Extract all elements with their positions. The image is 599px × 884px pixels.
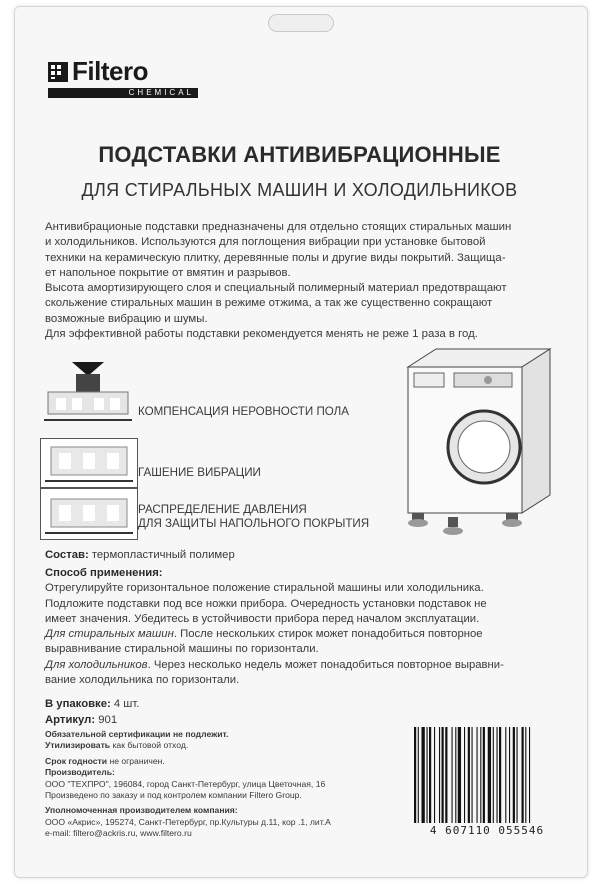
logo-mark-icon xyxy=(48,62,68,82)
feature-label: КОМПЕНСАЦИЯ НЕРОВНОСТИ ПОЛА xyxy=(138,405,350,418)
feature-label xyxy=(138,503,369,531)
package-label: В упаковке: xyxy=(45,698,111,710)
dispose-value: как бытовой отход. xyxy=(110,740,189,751)
usage-washer-lead: Для стиральных машин xyxy=(45,628,174,641)
article-number xyxy=(45,713,555,728)
description-line: Антивибрационые подставки предназначены для отдельно стоящих стиральных машин xyxy=(45,221,512,233)
washing-machine-icon xyxy=(396,345,556,545)
authorized-label: Уполномоченная производителем компания: xyxy=(45,805,238,816)
composition xyxy=(45,548,555,563)
usage-line: Подложите подставки под все ножки прибора. Очередность установки подставок не xyxy=(45,597,487,610)
description-line: Для эффективной работы подставки рекомендуется менять не реже 1 раза в год. xyxy=(45,328,478,341)
article-value: 901 xyxy=(95,714,118,726)
washing-machine-illustration xyxy=(396,345,556,545)
hang-hole xyxy=(268,14,334,32)
description-line: ет напольное покрытие от вмятин и разрывов. xyxy=(45,266,291,279)
usage-fridge-text: . Через несколько недель может понадобиться повторное выравни- xyxy=(147,658,504,671)
shelf-life-value: не ограничен. xyxy=(107,755,165,766)
legal-info xyxy=(45,729,345,840)
brand-subtitle: CHEMICAL xyxy=(128,88,194,97)
feature-label: ГАШЕНИЕ ВИБРАЦИИ xyxy=(138,466,261,479)
package-value: 4 шт. xyxy=(110,698,140,710)
manufacturer-note: Произведено по заказу и под контролем компании Filtero Group. xyxy=(45,790,302,801)
usage-line: имеет значения. Убедитесь в устойчивости прибора перед началом эксплуатации. xyxy=(45,612,480,625)
description-line: и холодильников. Используются для поглощения вибрации при установке бытовой xyxy=(45,236,486,249)
description-line: скольжение стиральных машин в режиме отжима, а так же существенно сокращают xyxy=(45,297,493,310)
usage-washer-text: выравнивание стиральной машины по горизонтали. xyxy=(45,643,319,656)
package-count xyxy=(45,697,555,712)
brand-logo xyxy=(48,58,198,102)
brand-subtitle-bar xyxy=(48,88,198,98)
usage-washer-text: . После нескольких стирок может понадобиться повторное xyxy=(173,628,483,641)
usage-fridge-text: вание холодильника по горизонтали. xyxy=(45,674,240,687)
usage-section xyxy=(45,566,555,688)
feature-label-line: РАСПРЕДЕЛЕНИЕ ДАВЛЕНИЯ xyxy=(138,503,307,516)
description-line: Высота амортизирующего слоя и специальный полимерный материал предотвращают xyxy=(45,282,507,295)
pressure-distribution-icon xyxy=(40,488,138,540)
usage-fridge-lead: Для холодильников xyxy=(45,658,148,671)
shelf-life-label: Срок годности xyxy=(45,755,108,766)
manufacturer-label: Производитель: xyxy=(45,767,115,778)
authorized-contacts: e-mail: filtero@ackris.ru, www.filtero.ru xyxy=(45,828,192,839)
usage-heading: Способ применения: xyxy=(45,567,163,579)
description xyxy=(45,220,555,342)
article-label: Артикул: xyxy=(45,714,96,726)
composition-value: термопластичный полимер xyxy=(88,549,235,561)
feature-label-line: ДЛЯ ЗАЩИТЫ НАПОЛЬНОГО ПОКРЫТИЯ xyxy=(138,517,370,530)
barcode-number: 4 607110 055546 xyxy=(429,824,545,837)
composition-label: Состав: xyxy=(45,549,89,561)
barcode-icon xyxy=(412,727,562,823)
description-line: возможные вибрацию и шумы. xyxy=(45,312,208,325)
product-subtitle: ДЛЯ СТИРАЛЬНЫХ МАШИН И ХОЛОДИЛЬНИКОВ xyxy=(81,180,518,200)
leveling-icon xyxy=(40,362,136,422)
brand-name: Filtero xyxy=(72,56,148,86)
manufacturer-address: ООО "ТЕХПРО", 196084, город Санкт-Петербург, улица Цветочная, 16 xyxy=(45,778,326,789)
dispose-label: Утилизировать xyxy=(45,740,111,751)
authorized-address: ООО «Акрис», 195274, Санкт-Петербург, пр.Культуры д.11, кор .1, лит.А xyxy=(45,816,331,827)
usage-line: Отрегулируйте горизонтальное положение стиральной машины или холодильника. xyxy=(45,582,484,595)
vibration-damping-icon xyxy=(40,438,138,488)
product-title: ПОДСТАВКИ АНТИВИБРАЦИОННЫЕ xyxy=(98,142,501,167)
description-line: техники на керамическую плитку, деревянные полы и другие виды покрытий. Защища- xyxy=(45,251,506,264)
cert-note: Обязательной сертификации не подлежит. xyxy=(45,729,229,739)
